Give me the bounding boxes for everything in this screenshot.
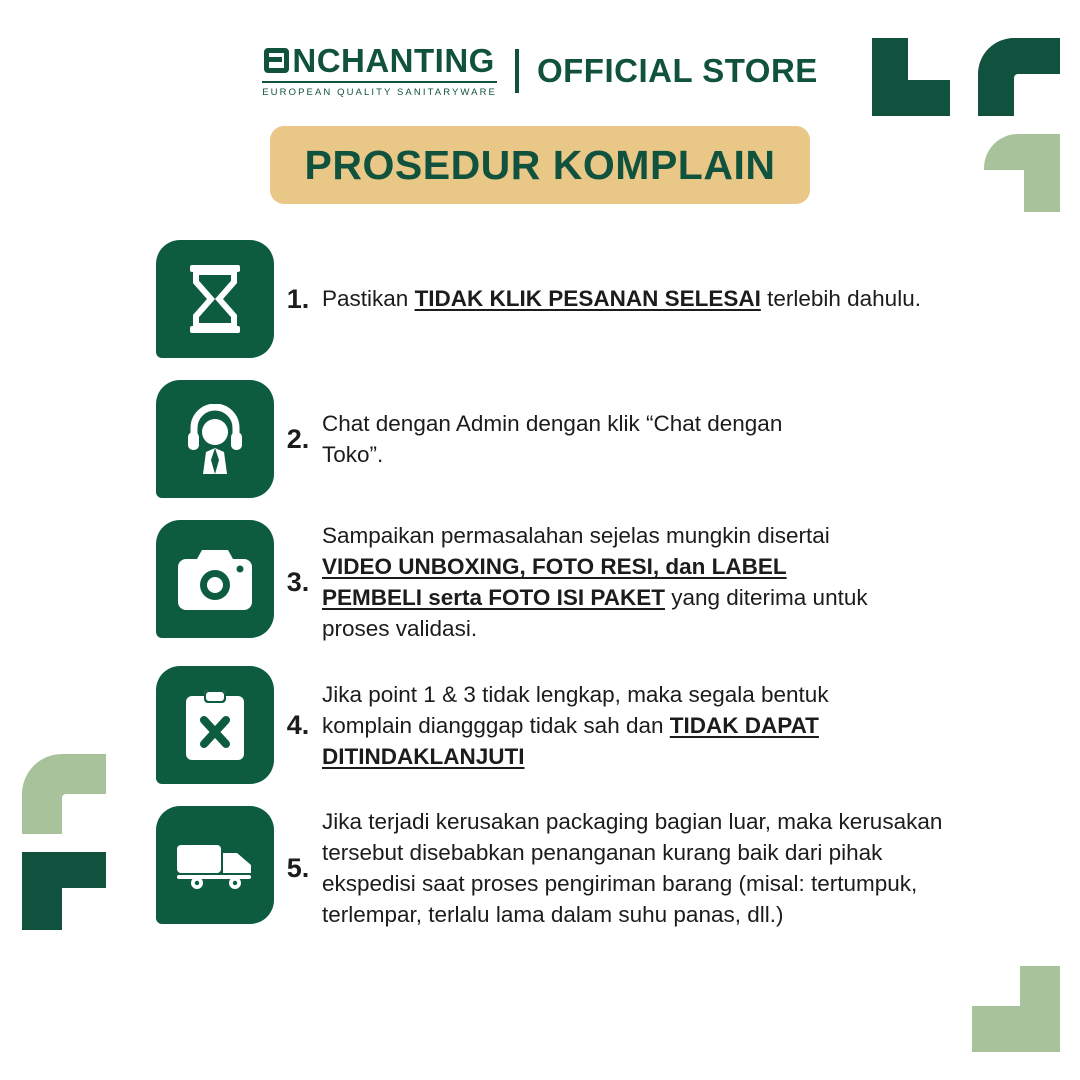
brand-mark [262, 44, 497, 98]
store-header [0, 44, 1080, 98]
step-number: 2. [286, 423, 310, 454]
list-item [0, 520, 1080, 644]
official-store-label: OFFICIAL STORE [536, 52, 818, 89]
list-item [0, 240, 1080, 358]
step-text-part: Jika terjadi kerusakan packaging bagian luar, maka kerusakan tersebut disebabkan penanganan kurang baik dari pihak ekspedisi saat proses pengiriman barang (misal: tertumpuk, terlempar, terlalu lama dalam suhu panas, dll.) [322, 809, 943, 928]
step-text-part: Chat dengan Admin dengan klik “Chat dengan Toko”. [322, 410, 783, 467]
step-number: 3. [286, 566, 310, 597]
deco-top-right-light [984, 134, 1060, 212]
brand-name-text: NCHANTING [292, 42, 495, 79]
clipboard-cross-icon [156, 666, 274, 784]
step-text-part: terlebih dahulu. [760, 286, 921, 312]
step-number: 5. [286, 852, 310, 883]
list-item [0, 380, 1080, 498]
deco-bottom-right-light [972, 966, 1060, 1052]
enchanting-e-logo-icon [264, 48, 289, 73]
list-item [0, 666, 1080, 784]
hourglass-icon [156, 240, 274, 358]
step-text-emphasis: VIDEO UNBOXING, FOTO RESI, dan LABEL PEMBELI serta FOTO ISI PAKET [322, 554, 787, 611]
step-text-part: yang diterima untuk proses validasi. [322, 585, 868, 642]
step-number: 1. [286, 283, 310, 314]
step-text [322, 408, 802, 470]
procedure-steps-list [0, 240, 1080, 952]
step-text [322, 806, 957, 930]
list-item [0, 806, 1080, 930]
delivery-truck-icon [156, 806, 274, 924]
step-number: 4. [286, 709, 310, 740]
customer-service-agent-icon [156, 380, 274, 498]
step-text [322, 520, 902, 644]
header-divider [515, 49, 519, 93]
step-text [322, 283, 931, 314]
step-text-emphasis: TIDAK KLIK PESANAN SELESAI [414, 286, 761, 312]
page-title: PROSEDUR KOMPLAIN [304, 141, 776, 188]
step-text-part: Jika point 1 & 3 tidak lengkap, maka segala bentuk komplain diangggap tidak sah dan [322, 681, 829, 738]
brand-name [264, 44, 494, 77]
brand-tagline: EUROPEAN QUALITY SANITARYWARE [262, 81, 497, 98]
title-banner [270, 126, 810, 204]
brand-lockup [262, 44, 818, 98]
step-text-emphasis: TIDAK DAPAT DITINDAKLANJUTI [322, 712, 819, 769]
step-text-part: Pastikan [322, 286, 415, 312]
camera-icon [156, 520, 274, 638]
step-text [322, 679, 932, 772]
step-text-part: Sampaikan permasalahan sejelas mungkin disertai [322, 523, 830, 548]
